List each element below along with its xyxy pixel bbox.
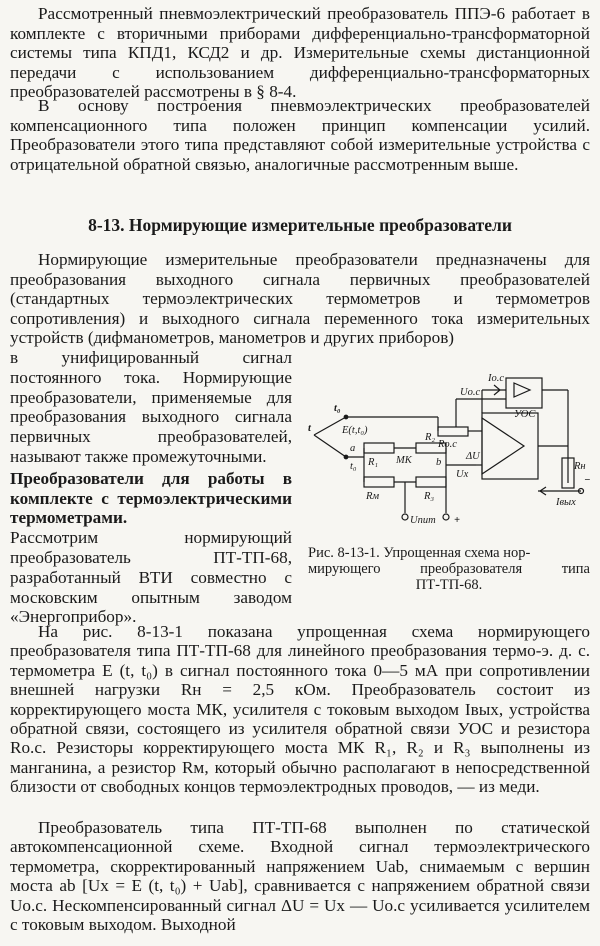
subheading: Преобразователи для работы в комплекте с термоэлектрическими термометрами. — [10, 468, 292, 528]
label-e: E(t,t₀) — [342, 425, 368, 436]
label-mk: МК — [396, 455, 412, 466]
terminal-supply-minus — [402, 514, 408, 520]
paragraph-4 — [10, 348, 292, 627]
resistor-rm — [364, 477, 394, 487]
label-r1: R₁ — [368, 457, 379, 468]
caption-word-b: преобразователя — [420, 561, 523, 577]
caption-label: Рис. 8-13-1. — [308, 545, 380, 561]
label-ioc: Iо.с — [488, 373, 505, 384]
thermocouple-symbol — [314, 417, 346, 457]
node-t0-top — [344, 415, 348, 419]
label-t0-top: t₀ — [334, 403, 341, 414]
label-ivyh: Iвых — [556, 497, 576, 508]
label-uoc-block: УОС — [514, 409, 536, 420]
label-roc: Rо.с — [438, 439, 457, 450]
label-t: t — [308, 423, 311, 434]
label-upit: Uпит — [410, 515, 436, 526]
terminal-supply-plus — [443, 514, 449, 520]
resistor-r3 — [416, 477, 446, 487]
paragraph-2: В основу построения пневмоэлектрических преобразователей компенсационного типа положен принцип компенсации усилий. Преобразователи этого типа представляют собой измерительные устройства с отрицательной обратной связью, аналогичные рассмотренным выше. — [10, 96, 590, 174]
paragraph-4-text: в унифицированный сигнал постоянного тока. Нормирующие преобразователи, применяемые для преобразования выходного сигнала первичных преобразователей, называют также промежуточными. — [10, 348, 292, 466]
caption-line-3: ПТ-ТП-68. — [415, 577, 483, 593]
label-b: b — [436, 457, 442, 468]
figure-caption — [308, 545, 590, 593]
label-a: a — [350, 443, 356, 454]
label-t0-bottom: t₀ — [350, 461, 357, 472]
paragraph-1: Рассмотренный пневмоэлектрический преобразователь ППЭ-6 работает в комплекте с вторичными приборами дифференциально-трансформаторной системы типа КПД1, КСД2 и др. Измерительные схемы дистанционной передачи с использованием дифференциально-трансформаторных преобразователей рассмотрены в § 8-4. — [10, 4, 590, 102]
label-r3: R₃ — [424, 491, 435, 502]
resistor-roc — [438, 427, 468, 436]
label-du: ΔU — [466, 451, 480, 462]
caption-line-2 — [308, 561, 590, 577]
circuit-svg — [306, 373, 594, 538]
caption-line-1-rest: Упрощенная схема нор- — [383, 545, 531, 561]
label-rn: Rн — [574, 461, 586, 472]
label-uoc: Uо.с — [460, 387, 481, 398]
figure-circuit-diagram — [306, 373, 594, 538]
label-rm: Rм — [366, 491, 380, 502]
caption-line-1 — [308, 545, 590, 561]
main-amplifier-triangle — [482, 418, 524, 474]
caption-word-a: мирующего — [308, 561, 381, 577]
paragraph-5: На рис. 8-13-1 показана упрощенная схема нормирующего преобразователя типа ПТ-ТП-68 для линейного преобразования термо-э. д. с. термометра E (t, t₀) в сигнал постоянного тока 0—5 мА при сопротивлении внешней нагрузки Rн = 2,5 кОм. Преобразователь состоит из корректирующего моста МК, усилителя с токовым выходом Iвых, устройства обратной связи, состоящего из усилителя обратной связи УОС и резистора Rо.с. Резисторы корректирующего моста МК R₁, R₂ и R₃ выполнены из манганина, а резистор Rм, который обычно располагают в непосредственной близости от свободных концов термоэлектродных проводов, — из меди. — [10, 622, 590, 797]
section-heading: 8-13. Нормирующие измерительные преобразователи — [88, 215, 512, 235]
label-minus: − — [584, 475, 591, 486]
uoc-amplifier-triangle — [514, 383, 530, 397]
paragraph-6: Преобразователь типа ПТ-ТП-68 выполнен по статической автокомпенсационной схеме. Входной сигнал термоэлектрического термометра, скорректированный напряжением Uab, снимаемым с вершин моста ab [Ux = E (t, t₀) + Uab], сравнивается с напряжением обратной связи Uо.с. Нескомпенсированный сигнал ΔU = Ux — Uо.с усиливается усилителем с токовым выходом. Выходной — [10, 818, 590, 935]
paragraph-4b-text: Рассмотрим нормирующий преобразователь ПТ-ТП-68, разработанный ВТИ совместно с московским опытным заводом «Энергоприбор». — [10, 528, 292, 627]
label-r2: R₂ — [425, 432, 436, 443]
caption-word-c: типа — [561, 561, 590, 577]
label-plus: + — [454, 515, 460, 526]
label-ux: Ux — [456, 469, 469, 480]
node-t0-bottom — [344, 455, 348, 459]
resistor-r1 — [364, 443, 394, 453]
paragraph-3: Нормирующие измерительные преобразователи предназначены для преобразования выходного сигнала первичных преобразователей (стандартных термоэлектрических термометров и термометров сопротивления) и выходного сигнала переменного тока измерительных устройств (дифманометров, манометров и других приборов) — [10, 250, 590, 348]
